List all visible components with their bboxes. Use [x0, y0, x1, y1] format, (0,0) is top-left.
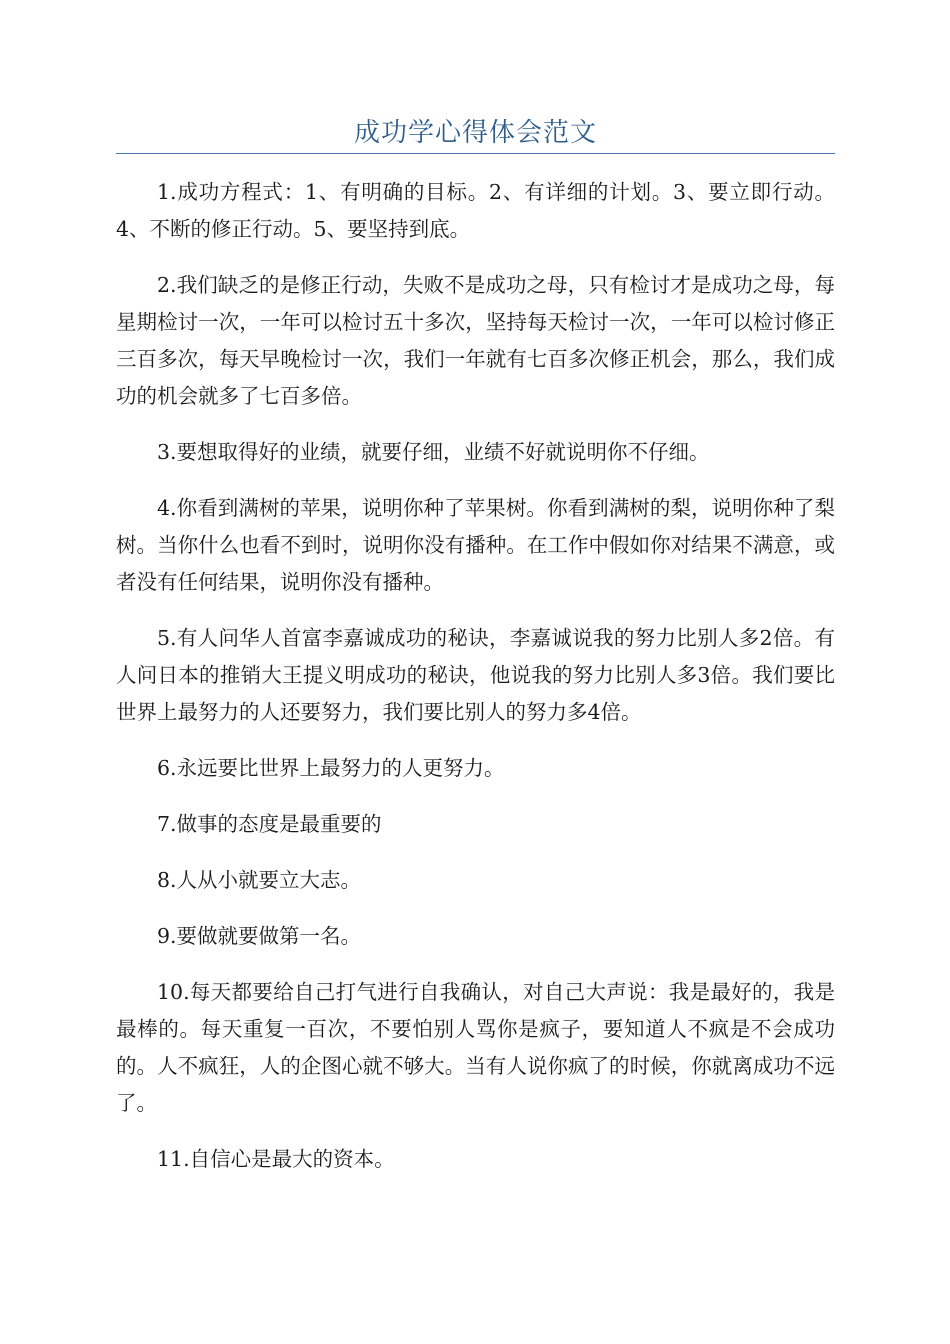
paragraph-11: 11.自信心是最大的资本。: [157, 1147, 395, 1171]
paragraph-5: 5.有人问华人首富李嘉诚成功的秘诀，李嘉诚说我的努力比别人多2倍。有人问日本的推销大王提义明成功的秘诀，他说我的努力比别人多3倍。我们要比世界上最努力的人还要努力，我们要比别人的努力多4倍。: [116, 626, 835, 724]
document-body: [116, 174, 835, 1197]
paragraph-3: 3.要想取得好的业绩，就要仔细，业绩不好就说明你不仔细。: [157, 440, 710, 464]
paragraph-8: 8.人从小就要立大志。: [157, 868, 362, 892]
paragraph-1: 1.成功方程式：1、有明确的目标。2、有详细的计划。3、要立即行动。4、不断的修正行动。5、要坚持到底。: [116, 180, 835, 241]
paragraph-2: 2.我们缺乏的是修正行动，失败不是成功之母，只有检讨才是成功之母，每星期检讨一次，一年可以检讨五十多次，坚持每天检讨一次，一年可以检讨修正三百多次，每天早晚检讨一次，我们一年就有七百多次修正机会，那么，我们成功的机会就多了七百多倍。: [116, 273, 835, 408]
paragraph-10: 10.每天都要给自己打气进行自我确认，对自己大声说：我是最好的，我是最棒的。每天重复一百次，不要怕别人骂你是疯子，要知道人不疯是不会成功的。人不疯狂，人的企图心就不够大。当有人说你疯了的时候，你就离成功不远了。: [116, 980, 835, 1115]
paragraph-9: 9.要做就要做第一名。: [157, 924, 362, 948]
paragraph-6: 6.永远要比世界上最努力的人更努力。: [157, 756, 505, 780]
document-title: 成功学心得体会范文: [353, 118, 597, 148]
paragraph-4: 4.你看到满树的苹果，说明你种了苹果树。你看到满树的梨，说明你种了梨树。当你什么也看不到时，说明你没有播种。在工作中假如你对结果不满意，或者没有任何结果，说明你没有播种。: [116, 496, 835, 594]
title-underline: [116, 153, 835, 154]
paragraph-7: 7.做事的态度是最重要的: [157, 812, 382, 836]
